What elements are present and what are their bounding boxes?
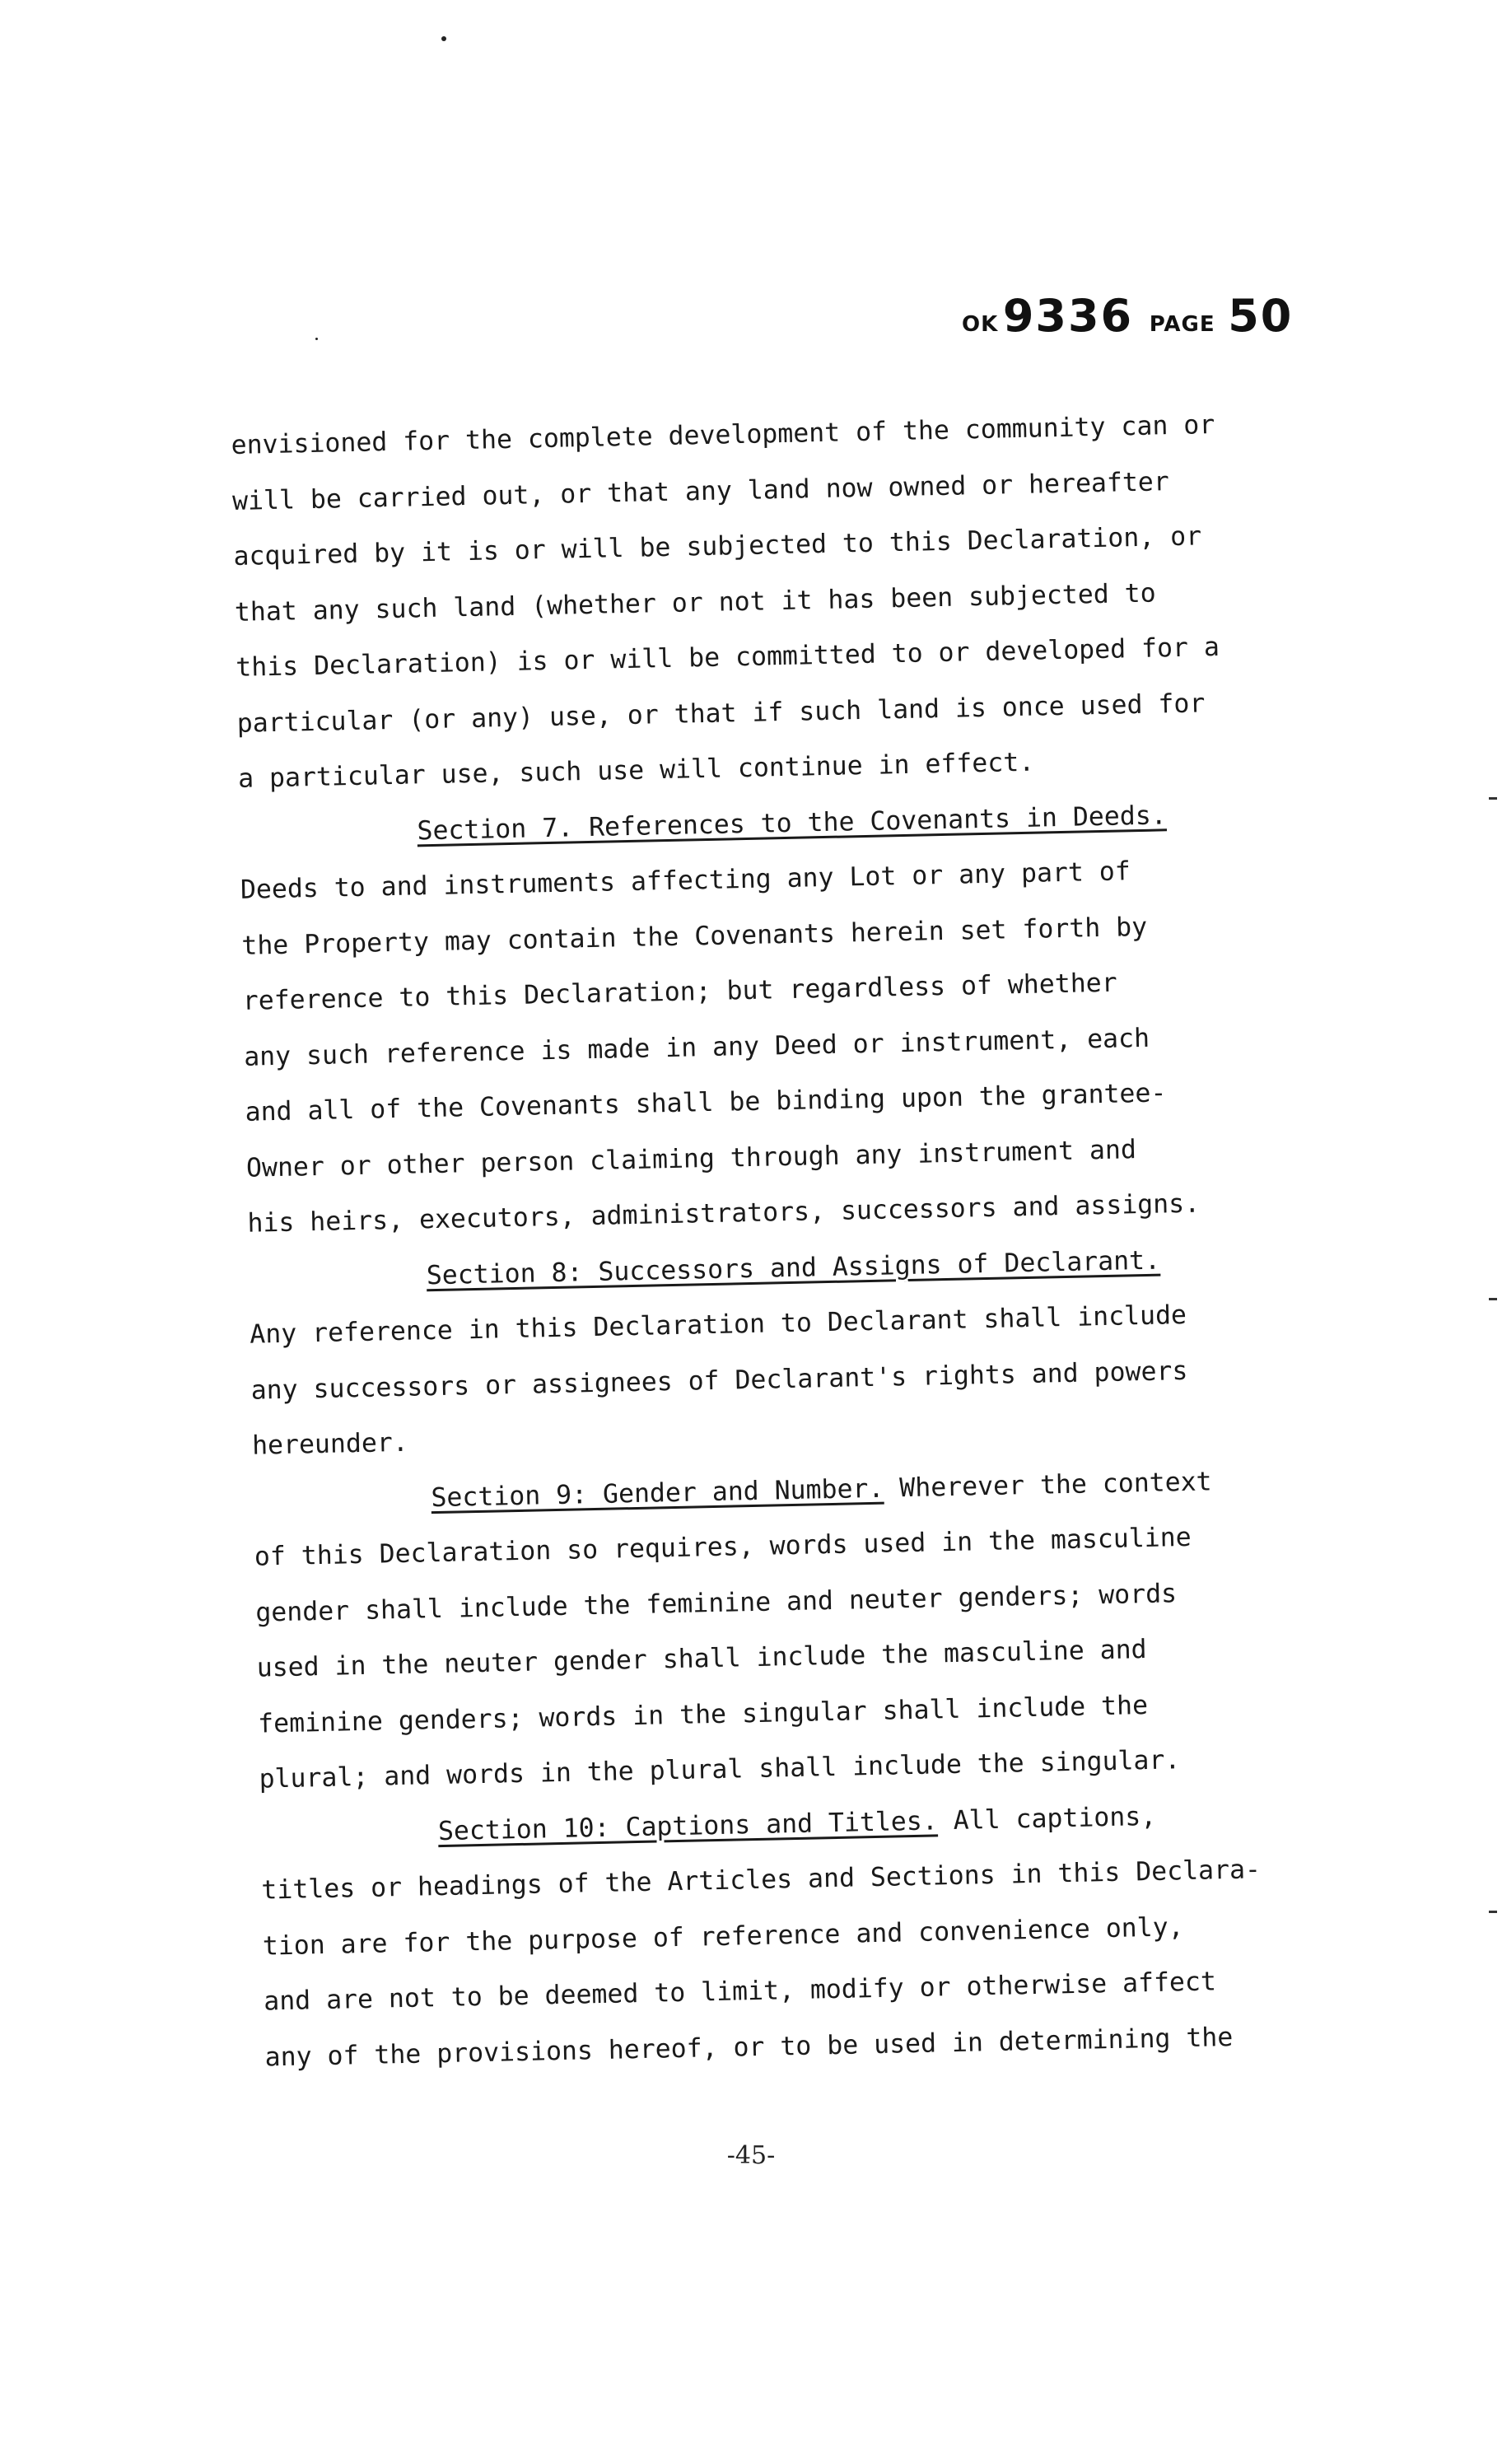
book-page-stamp xyxy=(962,290,1293,342)
body-line: envisioned for the complete development of the community can or xyxy=(231,409,1215,460)
body-line: titles or headings of the Articles and Sections in this Declara- xyxy=(261,1855,1262,1906)
body-line: this Declaration) is or will be committed to or developed for a xyxy=(235,632,1220,683)
section-heading: Section 8: Successors and Assigns of Declarant. xyxy=(426,1245,1161,1290)
book-number: 9336 xyxy=(1002,290,1134,342)
body-line: particular (or any) use, or that if such land is once used for xyxy=(236,688,1206,739)
page-label: PAGE xyxy=(1149,312,1215,337)
body-line: used in the neuter gender shall include the masculine and xyxy=(256,1635,1147,1683)
body-line: and all of the Covenants shall be binding upon the grantee- xyxy=(245,1078,1167,1127)
body-line: hereunder. xyxy=(251,1427,409,1461)
body-line: feminine genders; words in the singular shall include the xyxy=(257,1690,1149,1739)
section-7 xyxy=(239,784,1368,1252)
body-line: any successors or assignees of Declarant's rights and powers xyxy=(250,1356,1188,1406)
body-line: of this Declaration so requires, words used in the masculine xyxy=(254,1522,1192,1572)
heading-tail: Wherever the context xyxy=(883,1466,1212,1504)
scan-edge-mark xyxy=(1489,1298,1497,1300)
body-line: Any reference in this Declaration to Declarant shall include xyxy=(249,1300,1187,1350)
stamp-page-number: 50 xyxy=(1228,290,1294,342)
section-10 xyxy=(259,1785,1385,2086)
body-line: tion are for the purpose of reference and convenience only, xyxy=(262,1911,1184,1962)
body-line: any such reference is made in any Deed or instrument, each xyxy=(243,1023,1150,1072)
section-heading: Section 9: Gender and Number. xyxy=(431,1473,884,1513)
body-line: will be carried out, or that any land now owned or hereafter xyxy=(231,466,1170,516)
body-line: a particular use, such use will continue in effect. xyxy=(237,747,1035,794)
body-line: that any such land (whether or not it has been subjected to xyxy=(234,578,1156,628)
body-line: gender shall include the feminine and neuter genders; words xyxy=(255,1578,1178,1628)
heading-tail: All captions, xyxy=(937,1801,1157,1836)
body-line: his heirs, executors, administrators, successors and assigns. xyxy=(247,1188,1201,1239)
section-heading: Section 10: Captions and Titles. xyxy=(437,1805,939,1846)
scan-speck xyxy=(315,338,318,340)
body-line: any of the provisions hereof, or to be used in determining the xyxy=(264,2022,1234,2073)
section-continuation xyxy=(231,395,1359,808)
section-heading: Section 7. References to the Covenants in Deeds. xyxy=(417,800,1168,846)
body-line: Deeds to and instruments affecting any Lot or any part of xyxy=(240,856,1131,905)
page-number: -45- xyxy=(726,2141,776,2170)
section-9 xyxy=(253,1451,1379,1808)
document-body xyxy=(231,395,1385,2086)
body-line: Owner or other person claiming through any instrument and xyxy=(245,1134,1137,1183)
scan-edge-mark xyxy=(1489,1911,1497,1913)
body-line: reference to this Declaration; but regardless of whether xyxy=(242,968,1118,1016)
body-line: and are not to be deemed to limit, modify or otherwise affect xyxy=(263,1967,1217,2017)
body-line: the Property may contain the Covenants herein set forth by xyxy=(241,912,1148,961)
section-8 xyxy=(248,1229,1372,1474)
book-label: OK xyxy=(962,312,999,337)
scan-edge-mark xyxy=(1489,797,1497,800)
body-line: plural; and words in the plural shall include the singular. xyxy=(259,1745,1181,1794)
body-line: acquired by it is or will be subjected to this Declaration, or xyxy=(233,521,1202,572)
scan-speck xyxy=(441,36,446,41)
